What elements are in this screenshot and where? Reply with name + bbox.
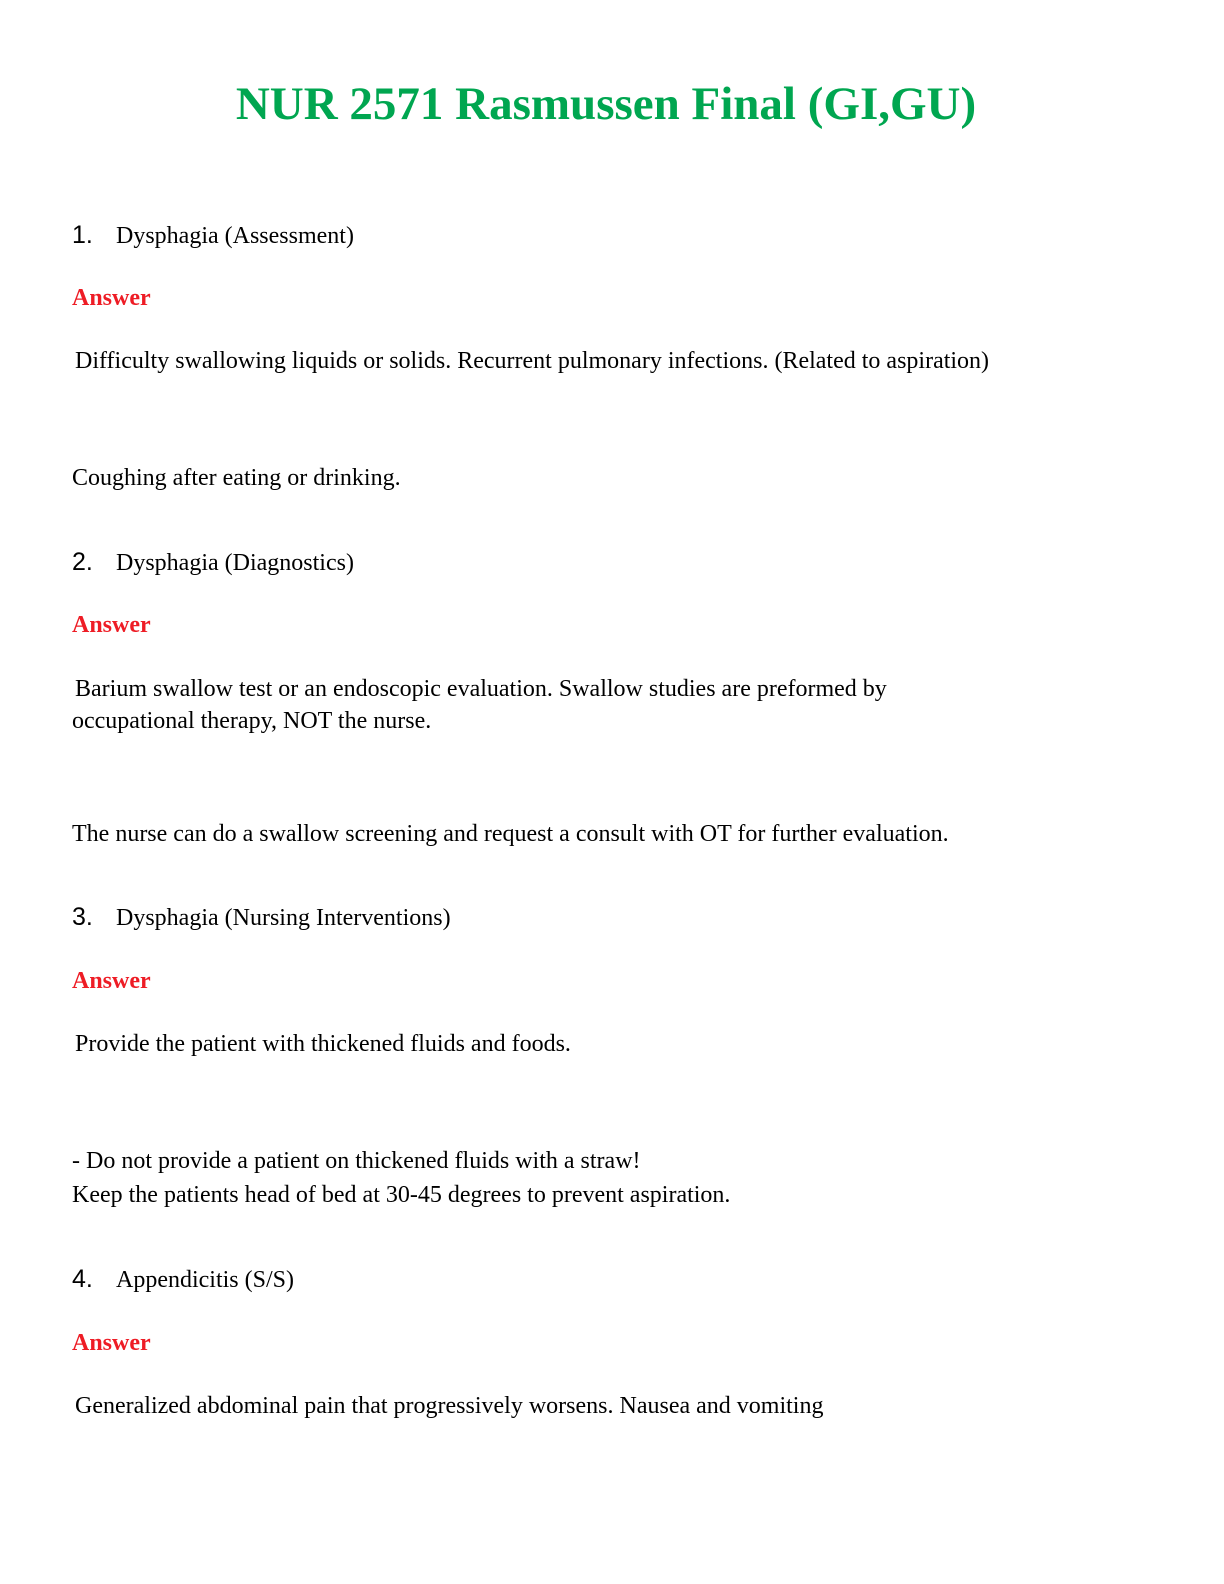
answer-label: Answer [72,285,151,311]
question-prompt: Dysphagia (Diagnostics) [116,550,354,576]
answer-text: Keep the patients head of bed at 30-45 degrees to prevent aspiration. [72,1182,731,1208]
answer-label: Answer [72,968,151,994]
answer-text: Generalized abdominal pain that progressively worsens. Nausea and vomiting [75,1393,824,1419]
answer-text: Barium swallow test or an endoscopic evaluation. Swallow studies are preformed by [75,676,887,702]
question-3 [72,902,451,933]
question-number: 4. [72,1265,93,1293]
question-number: 3. [72,903,93,931]
question-number: 1. [72,221,93,249]
question-2 [72,547,354,578]
answer-text: - Do not provide a patient on thickened fluids with a straw! [72,1148,641,1174]
answer-text: Provide the patient with thickened fluids and foods. [75,1031,571,1057]
answer-text: The nurse can do a swallow screening and request a consult with OT for further evaluation. [72,821,949,847]
answer-label: Answer [72,1330,151,1356]
question-1 [72,220,354,251]
answer-text: Difficulty swallowing liquids or solids. Recurrent pulmonary infections. (Related to aspiration) [75,348,990,374]
question-prompt: Dysphagia (Nursing Interventions) [116,905,451,931]
question-prompt: Dysphagia (Assessment) [116,223,354,249]
question-number: 2. [72,548,93,576]
page-title: NUR 2571 Rasmussen Final (GI,GU) [235,78,977,130]
answer-label: Answer [72,612,151,638]
answer-text: occupational therapy, NOT the nurse. [72,708,432,734]
question-prompt: Appendicitis (S/S) [116,1267,294,1293]
answer-text: Coughing after eating or drinking. [72,465,401,491]
question-4 [72,1264,294,1295]
